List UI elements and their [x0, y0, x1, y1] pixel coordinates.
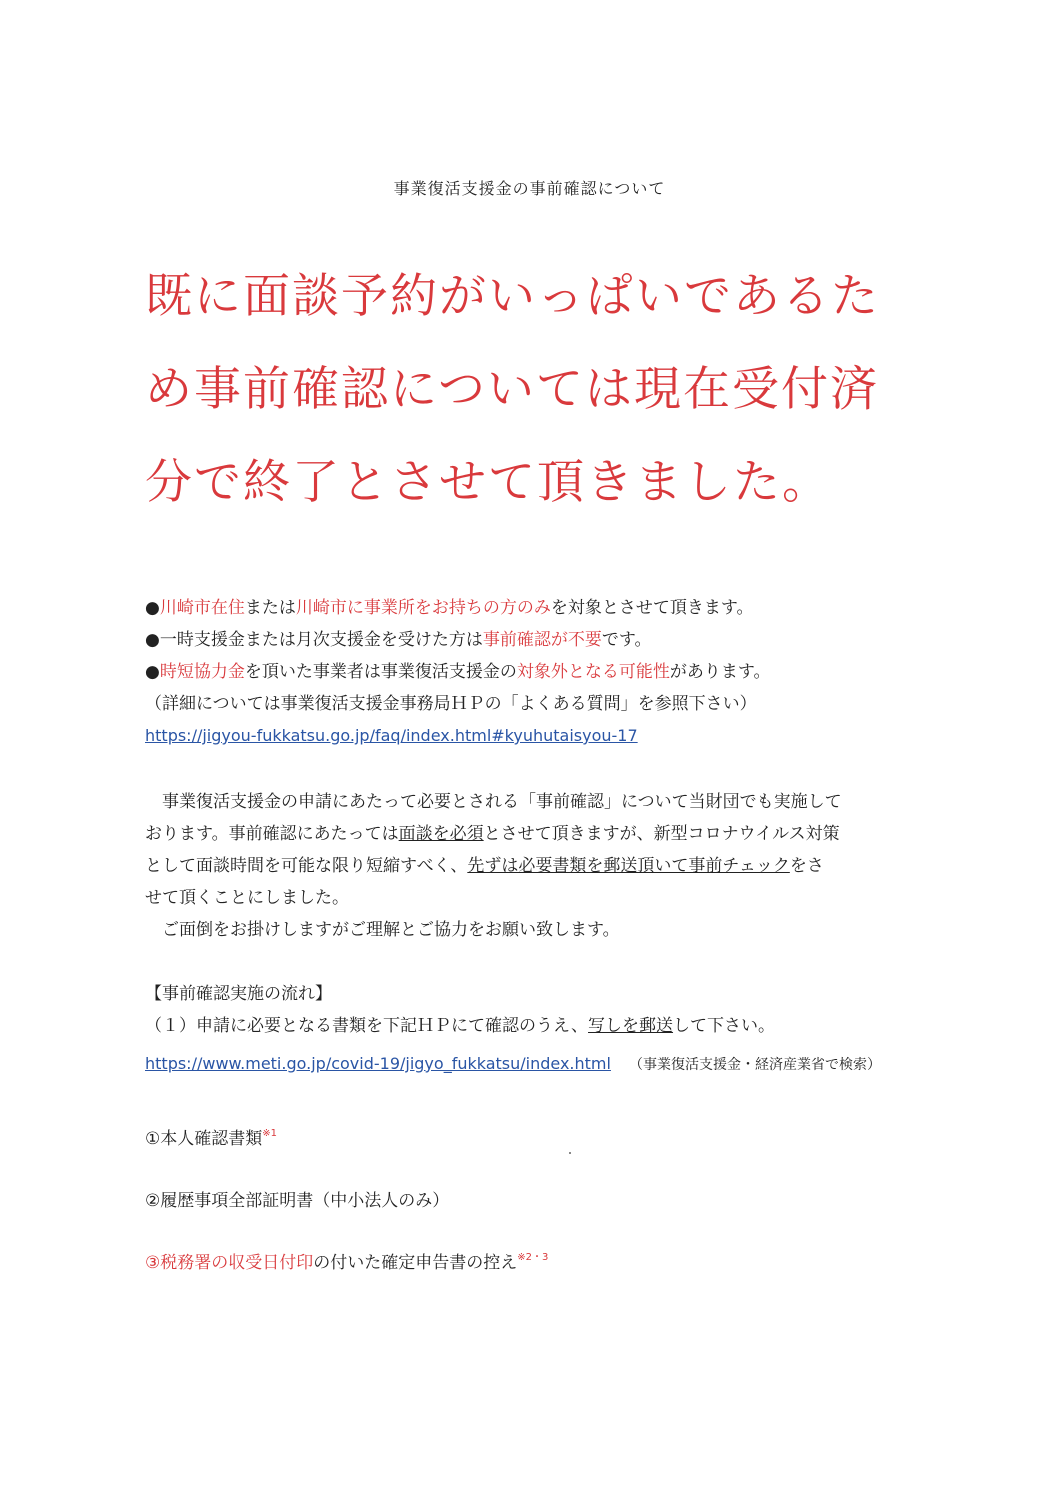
list-item — [145, 1186, 449, 1211]
bullet-icon: ● — [145, 662, 160, 682]
body-text: を対象とさせて頂きます。 — [550, 598, 754, 618]
process-section — [145, 978, 935, 1081]
body-text: を頂いた事業者は事業復活支援金の — [244, 662, 517, 682]
faq-link[interactable]: https://jigyou-fukkatsu.go.jp/faq/index.html#kyuhutaisyou-17 — [145, 726, 638, 745]
footnote-mark: ※1 — [262, 1128, 277, 1139]
highlight-text: 事前確認が不要 — [482, 630, 602, 650]
paragraph-line — [145, 818, 915, 850]
highlight-text: 時短協力金 — [159, 662, 245, 682]
eligibility-list — [145, 592, 925, 752]
closure-notice — [145, 250, 935, 529]
underlined-text: 面談を必須 — [398, 824, 484, 844]
body-text: があります。 — [669, 662, 771, 682]
highlight-text: 対象外となる可能性 — [516, 662, 670, 682]
search-note: （事業復活支援金・経済産業省で検索） — [628, 1057, 881, 1073]
paragraph-line — [145, 786, 915, 818]
document-label: の付いた確定申告書の控え — [313, 1253, 518, 1273]
bullet-icon: ● — [145, 598, 160, 618]
list-item — [145, 1248, 548, 1273]
body-text: として面談時間を可能な限り短縮すべく、 — [145, 856, 468, 876]
notice-line: め事前確認については現在受付済 — [145, 362, 880, 417]
list-item — [145, 624, 925, 656]
notice-line: 既に面談予約がいっぱいであるた — [145, 269, 880, 324]
list-item — [145, 592, 925, 624]
body-text: （１）申請に必要となる書類を下記ＨＰにて確認のうえ、 — [145, 1016, 589, 1036]
paragraph-line — [145, 850, 915, 882]
notice-line: 分で終了とさせて頂きました。 — [145, 455, 831, 510]
highlight-text: 川崎市に事業所をお持ちの方のみ — [295, 598, 551, 618]
paragraph-line — [145, 914, 915, 946]
link-line — [145, 1048, 935, 1081]
document-label: ①本人確認書類 — [145, 1129, 263, 1149]
body-text: して下さい。 — [673, 1016, 776, 1036]
body-text: 一時支援金または月次支援金を受けた方は — [159, 630, 483, 650]
underlined-text: 写しを郵送 — [588, 1016, 674, 1036]
body-text: をさ — [789, 856, 824, 876]
highlight-text: ③税務署の収受日付印 — [145, 1253, 314, 1273]
step-line — [145, 1010, 935, 1042]
document-label: ②履歴事項全部証明書（中小法人のみ） — [145, 1191, 450, 1211]
body-text: です。 — [601, 630, 652, 650]
section-heading: 【事前確認実施の流れ】 — [145, 984, 332, 1004]
body-text: とさせて頂きますが、新型コロナウイルス対策 — [483, 824, 840, 844]
underlined-text: 先ずは必要書類を郵送頂いて事前チェック — [467, 856, 790, 876]
page-title: 事業復活支援金の事前確認について — [393, 179, 666, 198]
list-item — [145, 1124, 277, 1149]
intro-paragraph — [145, 786, 915, 946]
body-text: ご面倒をお掛けしますがご理解とご協力をお願い致します。 — [162, 920, 620, 940]
scan-speck — [569, 1152, 571, 1154]
body-text: または — [244, 598, 296, 618]
meti-link[interactable]: https://www.meti.go.jp/covid-19/jigyo_fukkatsu/index.html — [145, 1054, 611, 1073]
list-item — [145, 656, 925, 688]
bullet-icon: ● — [145, 630, 160, 650]
body-text: 事業復活支援金の申請にあたって必要とされる「事前確認」について当財団でも実施して — [162, 792, 842, 812]
body-text: おります。事前確認にあたっては — [145, 824, 399, 844]
highlight-text: 川崎市在住 — [159, 598, 245, 618]
footnote-mark: ※2・3 — [517, 1252, 549, 1263]
paragraph-line: せて頂くことにしました。 — [145, 888, 349, 908]
faq-note: （詳細については事業復活支援金事務局ＨＰの「よくある質問」を参照下さい） — [145, 694, 757, 714]
